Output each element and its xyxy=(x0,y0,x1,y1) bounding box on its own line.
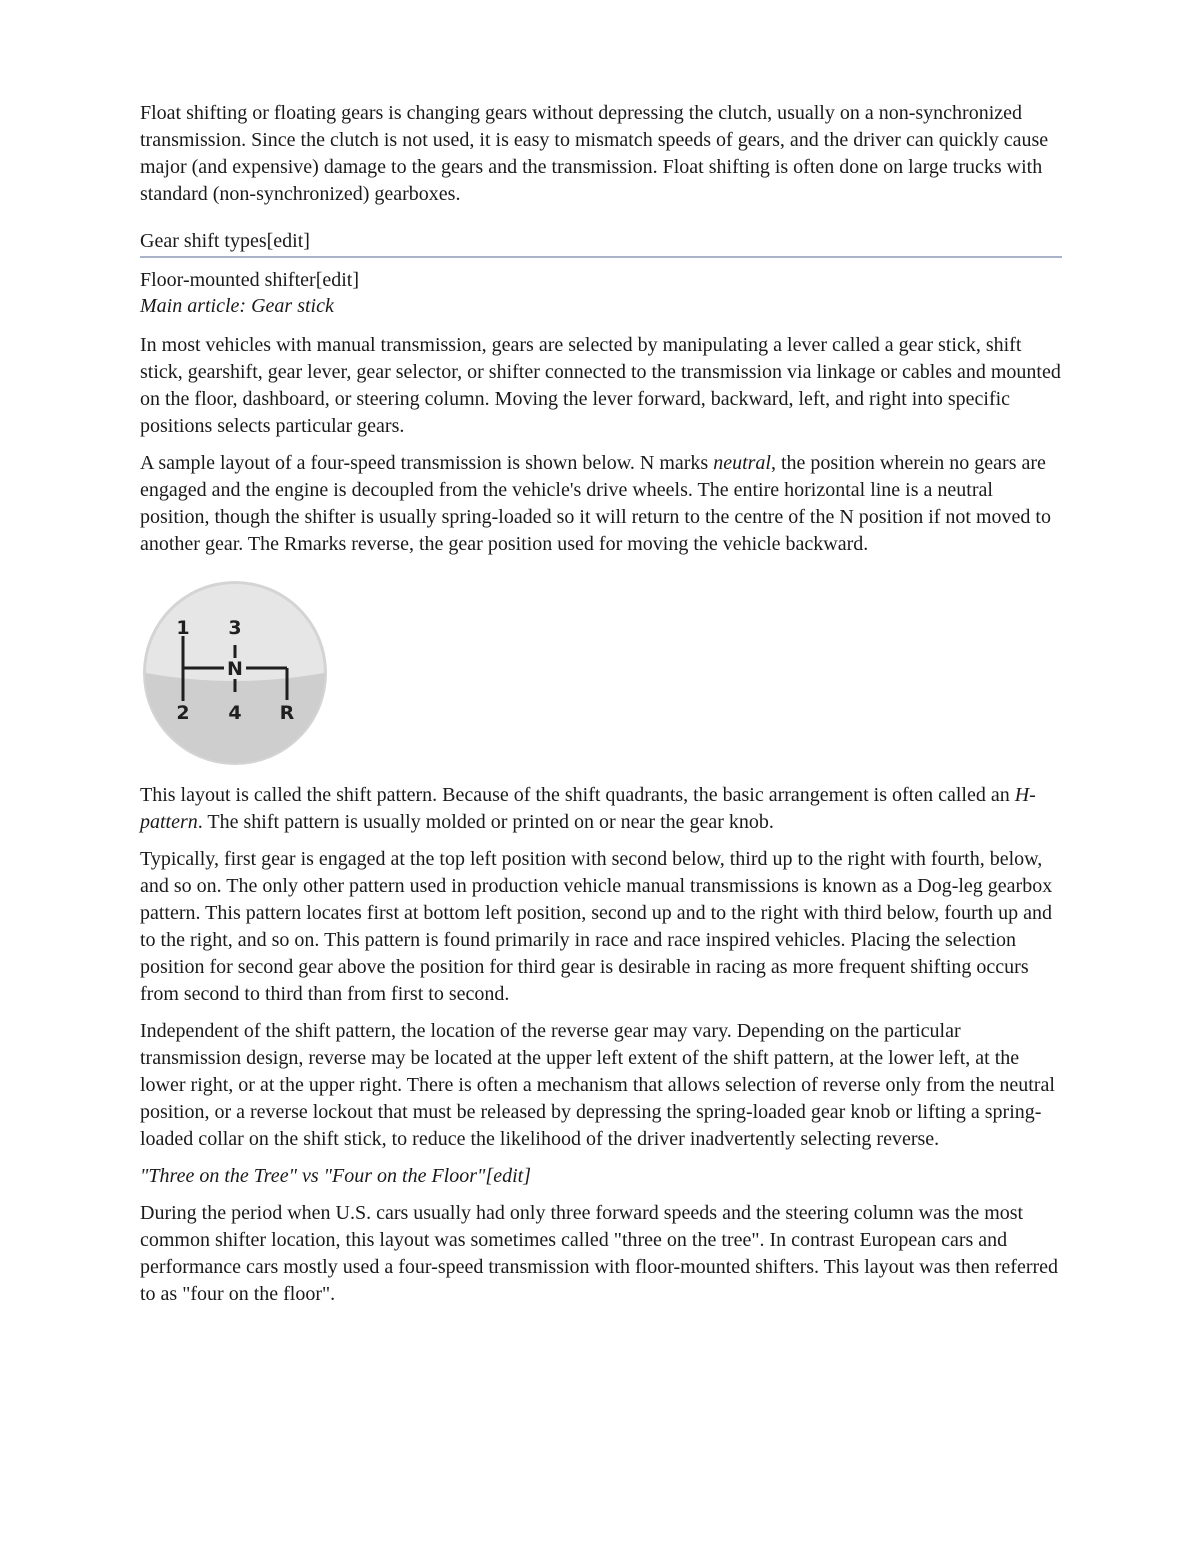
paragraph-shift-pattern xyxy=(140,782,1062,836)
paragraph-during-period: During the period when U.S. cars usually had only three forward speeds and the steering column was the most common shifter location, this layout was sometimes called "three on the tree". In contrast European cars and performance cars mostly used a four-speed transmission with floor-mounted shifters. This layout was then referred to as "four on the floor". xyxy=(140,1202,1059,1305)
gear-label-2: 2 xyxy=(176,702,190,724)
edit-link[interactable]: [edit] xyxy=(485,1165,531,1187)
section-title: Gear shift types xyxy=(140,230,267,252)
text-run: A sample layout of a four-speed transmission is shown below. N marks xyxy=(140,452,714,474)
text-run: . The shift pattern is usually molded or printed on or near the gear knob. xyxy=(197,811,774,833)
gear-label-4: 4 xyxy=(228,702,242,724)
main-article-note: Main article: Gear stick xyxy=(140,295,334,317)
section-title: "Three on the Tree" vs "Four on the Floor" xyxy=(140,1165,486,1187)
article-body xyxy=(140,100,1062,1308)
shift-pattern-diagram xyxy=(140,578,330,768)
text-run: This layout is called the shift pattern. Because of the shift quadrants, the basic arrangement is often called an xyxy=(140,784,1015,806)
edit-link[interactable]: [edit] xyxy=(315,269,359,291)
section-heading-three-on-the-tree xyxy=(140,1163,1062,1190)
paragraph-independent: Independent of the shift pattern, the location of the reverse gear may vary. Depending on the particular transmission design, reverse may be located at the upper left extent of the shift pattern, at the lower left, at the lower right, or at the upper right. There is often a mechanism that allows selection of reverse only from the neutral position, or a reverse lockout that must be released by depressing the spring-loaded gear knob or lifting a spring-loaded collar on the shift stick, to reduce the likelihood of the driver inadvertently selecting reverse. xyxy=(140,1020,1055,1150)
paragraph-sample-layout xyxy=(140,450,1062,558)
neutral-term: neutral xyxy=(713,452,771,474)
gear-label-3: 3 xyxy=(228,617,242,639)
gear-label-neutral: N xyxy=(227,658,243,680)
section-heading-gear-shift-types xyxy=(140,228,1062,258)
section-title: Floor-mounted shifter xyxy=(140,269,316,291)
paragraph-most-vehicles: In most vehicles with manual transmission, gears are selected by manipulating a lever called a gear stick, shift stick, gearshift, gear lever, gear selector, or shifter connected to the transmission via linkage or cables and mounted on the floor, dashboard, or steering column. Moving the lever forward, backward, left, and right into specific positions selects particular gears. xyxy=(140,334,1061,437)
edit-link[interactable]: [edit] xyxy=(266,230,310,252)
paragraph-float-shifting: Float shifting or floating gears is changing gears without depressing the clutch, usually on a non-synchronized transmission. Since the clutch is not used, it is easy to mismatch speeds of gears, and the driver can quickly cause major (and expensive) damage to the gears and the transmission. Float shifting is often done on large trucks with standard (non-synchronized) gearboxes. xyxy=(140,102,1049,205)
section-heading-floor-mounted-shifter xyxy=(140,267,1062,294)
gear-label-reverse: R xyxy=(279,702,295,724)
paragraph-typically: Typically, first gear is engaged at the top left position with second below, third up to the right with fourth, below, and so on. The only other pattern used in production vehicle manual transmissions is known as a Dog-leg gearbox pattern. This pattern locates first at bottom left position, second up and to the right with third below, fourth up and to the right, and so on. This pattern is found primarily in race and race inspired vehicles. Placing the selection position for second gear above the position for third gear is desirable in racing as more frequent shifting occurs from second to third than from first to second. xyxy=(140,848,1053,1005)
gear-label-1: 1 xyxy=(176,617,190,639)
text-run: , the position wherein no gears are engaged and the engine is decoupled from the vehicle's drive wheels. The entire horizontal line is a neutral position, though the shifter is usually spring-loaded so it will return to the centre of the N position if not moved to another gear. The Rmarks reverse, the gear position used for moving the vehicle backward. xyxy=(140,452,1051,555)
shift-pattern-svg xyxy=(140,578,330,768)
h-pattern-term: H-pattern xyxy=(140,784,1036,833)
